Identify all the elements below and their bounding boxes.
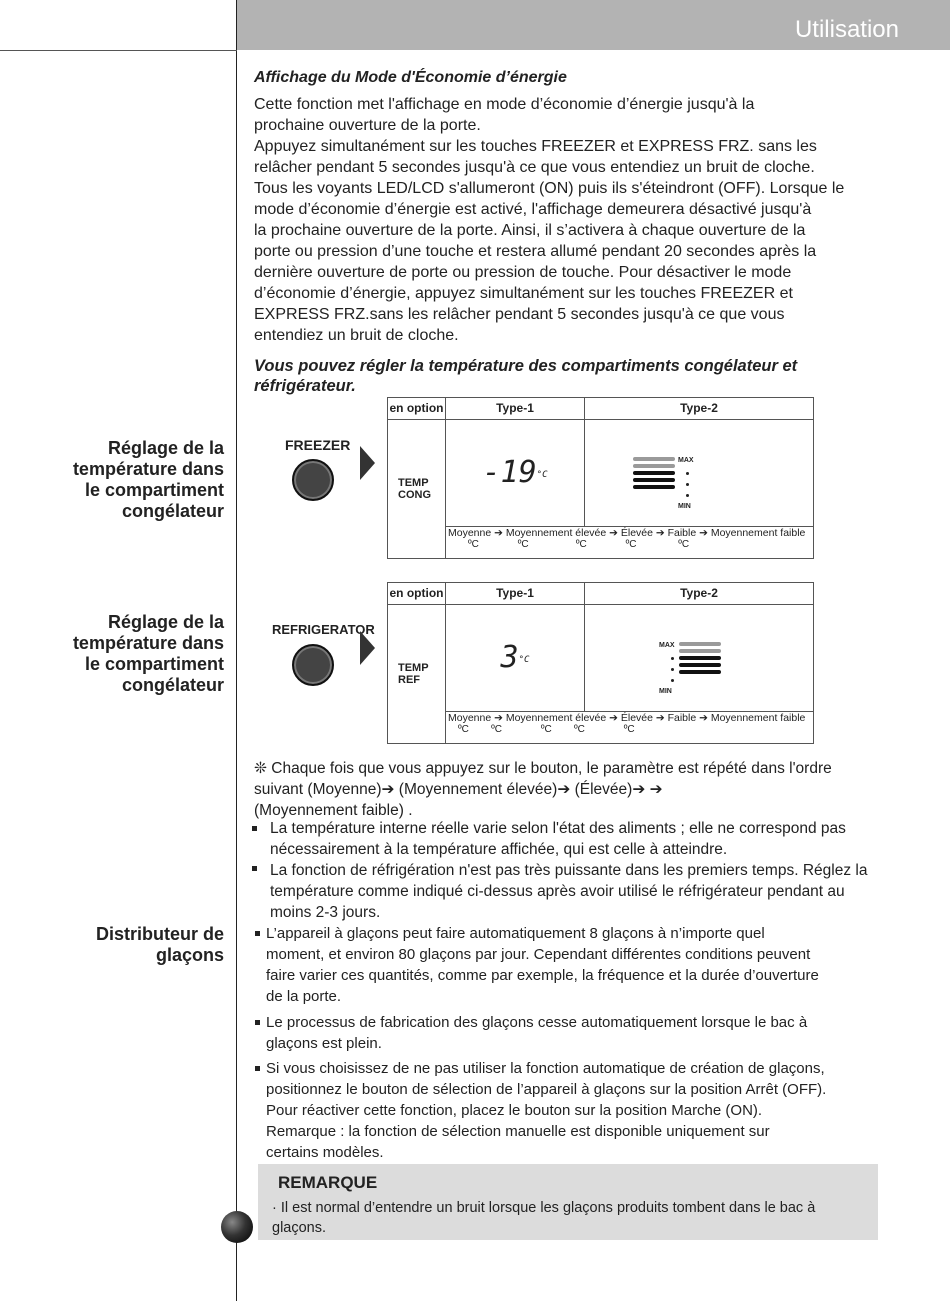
bullet-text: Si vous choisissez de ne pas utiliser la fonction automatique de création de glaçons, positionnez le bouton de sélection de l’appareil à glaçons sur la position Arrêt (OFF). Pour réactiver cette fonction, placez le bouton sur la position Marche (ON). Remarque : la fonction de sélection manuelle est disponible uniquement sur certains modèles. [266,1060,827,1161]
freezer-panel [252,397,812,557]
col-type2: Type-2 [585,583,814,605]
level-bar [679,670,721,674]
dot-icon [671,668,674,671]
row-label-temp-ref: TEMP REF [388,604,446,743]
eco-heading: Affichage du Mode d'Économie d’énergie [254,69,567,86]
side-label-ice: Distributeur de glaçons [95,924,224,965]
freezer-display-table [387,397,814,559]
col-option: en option [388,398,446,420]
bullet-icon [255,1066,260,1071]
level-bar [679,656,721,660]
sequence-cell [446,712,814,744]
sequence-units: ºC ºC ºC ºC ºC [468,539,690,551]
dot-icon [686,494,689,497]
ice-bullet-1 [255,923,905,1007]
bar-max-label: MAX [678,456,694,464]
arrow-right-icon [360,446,375,480]
sequence-text: Moyenne ➔ Moyennement élevée ➔ Élevée ➔ Faible ➔ Moyennement faible [448,527,806,540]
temp-section-title: Vous pouvez régler la température des compartiments congélateur et réfrigérateur. [254,357,798,395]
refrigerator-display-table [387,582,814,744]
remark-text: · Il est normal d’entendre un bruit lorsque les glaçons produits tombent dans le bac à glaçons. [272,1200,816,1236]
sequence-text: Moyenne ➔ Moyennement élevée ➔ Élevée ➔ Faible ➔ Moyennement faible [448,712,806,725]
bar-display [585,604,814,712]
bullet-refrigeration [252,860,902,923]
bullet-text: La fonction de réfrigération n'est pas très puissante dans les premiers temps. Réglez la température comme indiqué ci-dessus après avoir utilisé le réfrigérateur pendant au moins 2-3 jours. [270,862,868,921]
level-bar [633,457,675,461]
page-header [237,0,950,50]
page-marker-icon [221,1211,253,1243]
bar-display [585,419,814,527]
dot-icon [686,483,689,486]
level-bar [633,471,675,475]
ice-bullet-3 [255,1058,905,1163]
dot-icon [671,657,674,660]
eco-section [254,68,914,346]
eco-body: Cette fonction met l'affichage en mode d’économie d’énergie jusqu'à la prochaine ouverture de la porte. Appuyez simultanément sur les touches FREEZER et EXPRESS FRZ. sans les relâcher pendant 5 secondes jusqu'à ce que vous entendiez un bruit de cloche. Tous les voyants LED/LCD s'allumeront (ON) puis ils s'éteindront (OFF). Lorsque le mode d’économie d’énergie est activé, l'affichage demeurera désactivé jusqu'à la prochaine ouverture de la porte. Ainsi, il s’activera à chaque ouverture de la porte ou pression d’une touche et restera allumé pendant 20 secondes après la dernière ouverture de porte ou pression de touche. Pour désactiver le mode d’économie d’énergie, appuyez simultanément sur les touches FREEZER et EXPRESS FRZ.sans les relâcher pendant 5 secondes jusqu'à ce que vous entendiez un bruit de cloche. [254,96,845,344]
lcd-display [446,604,585,712]
col-type1: Type-1 [446,398,585,420]
header-title: Utilisation [794,16,899,43]
margin-rule [236,0,237,1301]
bullet-icon [252,826,257,831]
dot-icon [686,472,689,475]
side-label-refrigerator: Réglage de la température dans le compartiment congélateur [72,612,224,695]
level-bar [633,464,675,468]
freezer-button-label: FREEZER [285,437,351,453]
bullet-temperature [252,818,902,860]
refrigerator-button-label: REFRIGERATOR [272,622,375,637]
refrigerator-button[interactable] [292,644,334,686]
bullet-icon [252,866,257,871]
lcd-value: 3 [500,640,519,676]
lcd-display [446,419,585,527]
remark-box [258,1164,878,1240]
refrigerator-panel [252,582,812,742]
bar-max-label: MAX [659,641,675,649]
lcd-value: -19 [482,455,537,491]
level-bar [633,478,675,482]
freezer-button[interactable] [292,459,334,501]
col-option: en option [388,583,446,605]
col-type1: Type-1 [446,583,585,605]
remark-title: REMARQUE [278,1173,378,1192]
dot-icon [671,679,674,682]
level-bar [679,663,721,667]
level-bar [679,642,721,646]
row-label-temp-cong: TEMP CONG [388,419,446,558]
col-type2: Type-2 [585,398,814,420]
bullet-icon [255,1020,260,1025]
sequence-cell [446,527,814,559]
lcd-unit: °C [536,470,548,481]
bullet-icon [255,931,260,936]
bullet-text: L’appareil à glaçons peut faire automatiquement 8 glaçons à n’importe quel moment, et environ 80 glaçons par jour. Cependant différentes conditions peuvent faire varier ces quantités, comme par exemple, la fréquence et la durée d’ouverture de la porte. [266,925,819,1005]
bullet-text: Le processus de fabrication des glaçons cesse automatiquement lorsque le bac à glaçons est plein. [266,1014,808,1052]
sequence-units: ºC ºC ºC ºC ºC [458,724,635,736]
bar-min-label: MIN [678,502,691,510]
side-label-freezer: Réglage de la température dans le compartiment congélateur [72,438,224,521]
header-rule [0,50,237,51]
level-bar [633,485,675,489]
repeat-note: ❊ Chaque fois que vous appuyez sur le bouton, le paramètre est répété dans l'ordre suivant (Moyenne)➔ (Moyennement élevée)➔ (Élevée)➔ ➔ (Moyennement faible) . [254,760,832,819]
lcd-unit: °C [518,655,530,666]
bar-min-label: MIN [659,687,672,695]
ice-bullet-2 [255,1012,905,1054]
bullet-text: La température interne réelle varie selon l'état des aliments ; elle ne correspond pas nécessairement à la température affichée, qui est celle à atteindre. [270,820,846,858]
level-bar [679,649,721,653]
arrow-right-icon [360,631,375,665]
